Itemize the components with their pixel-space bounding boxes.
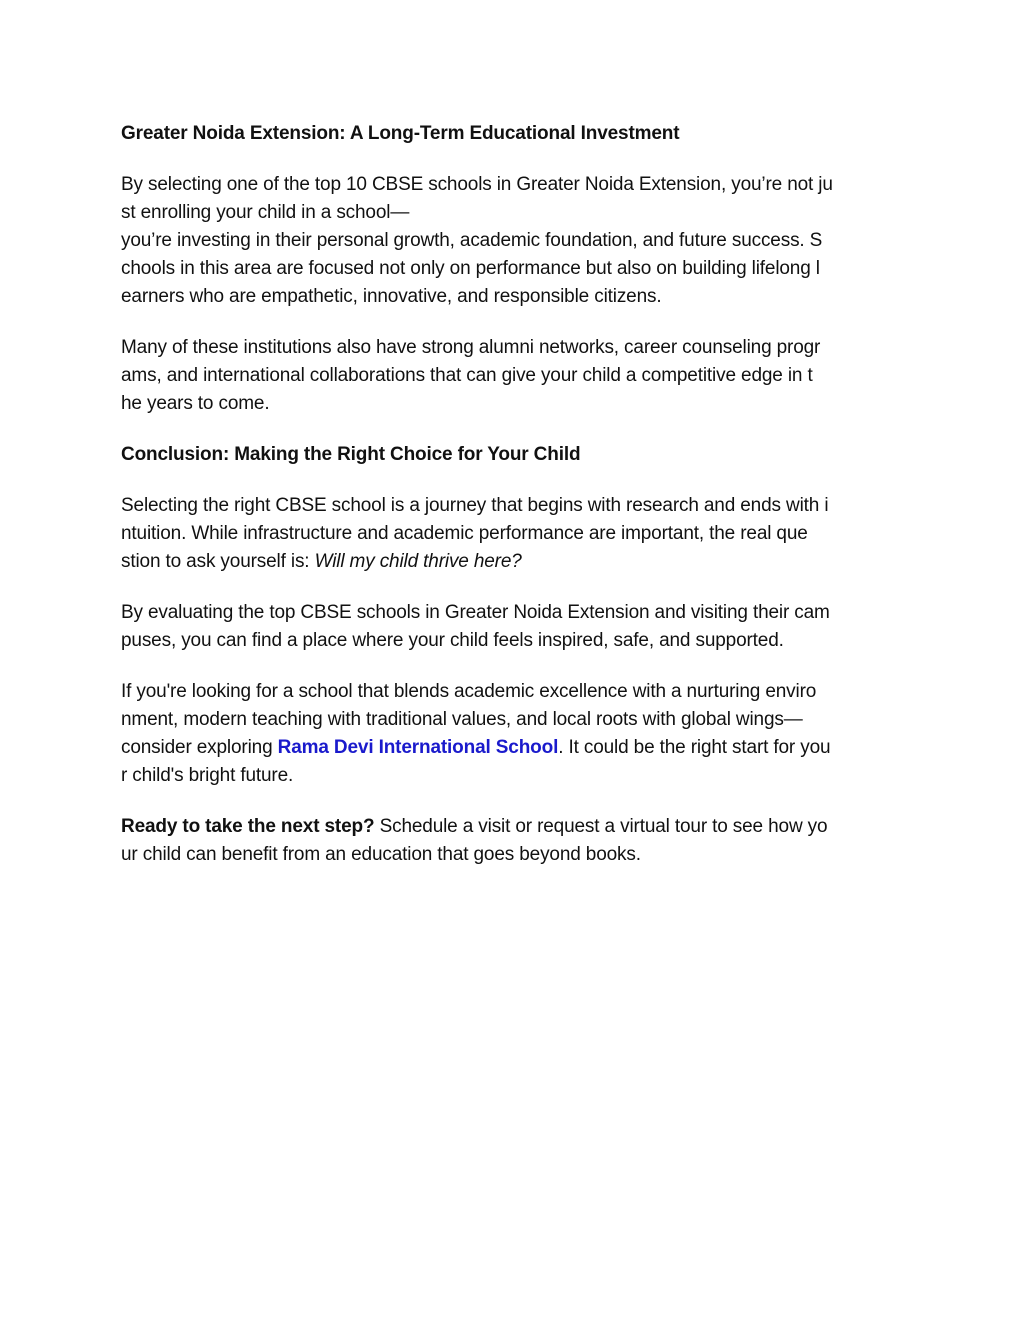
paragraph-line: Selecting the right CBSE school is a journey that begins with research and ends with i [121,495,829,516]
paragraph-line: By evaluating the top CBSE schools in Greater Noida Extension and visiting their cam [121,602,830,623]
paragraph-evaluating [121,599,911,655]
paragraph-text: Schedule a visit or request a virtual tour to see how yo [374,816,828,837]
paragraph-line: he years to come. [121,393,270,414]
paragraph-selecting [121,492,911,576]
paragraph-line: st enrolling your child in a school— [121,202,410,223]
section-heading-investment: Greater Noida Extension: A Long-Term Educational Investment [121,123,680,144]
paragraph-line [121,734,911,762]
paragraph-line: ntuition. While infrastructure and academic performance are important, the real que [121,523,808,544]
paragraph-line: ur child can benefit from an education that goes beyond books. [121,844,641,865]
paragraph-investment [121,171,911,311]
paragraph-line: If you're looking for a school that blends academic excellence with a nurturing enviro [121,681,817,702]
paragraph-text: consider exploring [121,737,278,758]
paragraph-text: . It could be the right start for you [558,737,831,758]
paragraph-call-to-action [121,813,911,869]
paragraph-alumni [121,334,911,418]
paragraph-line: puses, you can find a place where your child feels inspired, safe, and supported. [121,630,784,651]
paragraph-line: you’re investing in their personal growth, academic foundation, and future success. S [121,230,823,251]
paragraph-line: ams, and international collaborations that can give your child a competitive edge in t [121,365,813,386]
cta-bold-text: Ready to take the next step? [121,816,375,837]
paragraph-line [121,548,911,576]
paragraph-line: r child's bright future. [121,765,294,786]
italic-question: Will my child thrive here? [314,551,522,572]
paragraph-text: stion to ask yourself is: [121,551,315,572]
paragraph-line: Many of these institutions also have strong alumni networks, career counseling progr [121,337,821,358]
paragraph-line: By selecting one of the top 10 CBSE schools in Greater Noida Extension, you’re not ju [121,174,833,195]
school-link[interactable]: Rama Devi International School [277,737,559,758]
document-page [121,120,911,869]
paragraph-line: earners who are empathetic, innovative, and responsible citizens. [121,286,662,307]
paragraph-line [121,813,911,841]
paragraph-line: chools in this area are focused not only on performance but also on building lifelong l [121,258,820,279]
section-heading-conclusion: Conclusion: Making the Right Choice for Your Child [121,444,581,465]
paragraph-recommendation [121,678,911,790]
paragraph-line: nment, modern teaching with traditional values, and local roots with global wings— [121,709,803,730]
